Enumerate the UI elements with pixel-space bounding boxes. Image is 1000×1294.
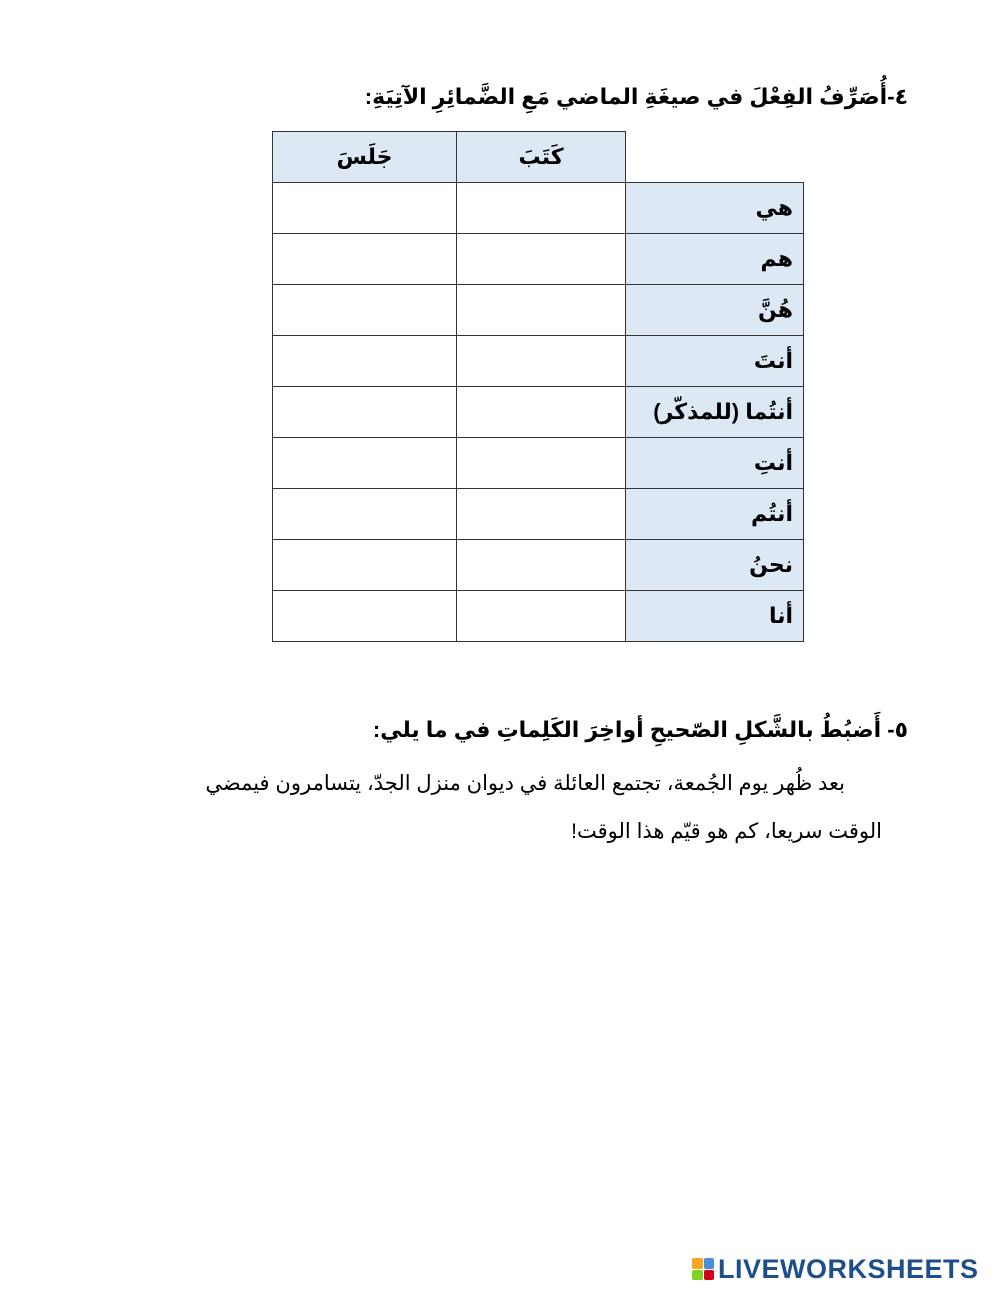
answer-cell-jalasa[interactable] — [273, 387, 457, 438]
passage-line-1: بعد ظُهر يوم الجُمعة، تجتمع العائلة في ديوان منزل الجدّ، يتسامرون فيمضي — [205, 772, 845, 795]
verb-header-kataba: كَتَبَ — [457, 132, 626, 183]
question-4-title: ٤-أُصَرِّفُ الفِعْلَ في صيغَةِ الماضي مَعِ الضَّمائِرِ الآتِيَةِ: — [364, 84, 908, 109]
table-row — [273, 183, 804, 234]
liveworksheets-icon — [692, 1258, 714, 1280]
answer-cell-jalasa[interactable] — [273, 234, 457, 285]
table-row — [273, 591, 804, 642]
table-row — [273, 234, 804, 285]
liveworksheets-logo — [692, 1255, 979, 1283]
conjugation-table — [272, 131, 804, 642]
table-row — [273, 285, 804, 336]
table-row — [273, 540, 804, 591]
answer-cell-kataba[interactable] — [457, 591, 626, 642]
answer-cell-jalasa[interactable] — [273, 591, 457, 642]
pronoun-label: هم — [626, 234, 804, 285]
pronoun-label: أنتِ — [626, 438, 804, 489]
answer-cell-kataba[interactable] — [457, 387, 626, 438]
corner-cell — [626, 132, 804, 183]
answer-cell-kataba[interactable] — [457, 285, 626, 336]
logo-text: LIVEWORKSHEETS — [718, 1253, 979, 1284]
answer-cell-kataba[interactable] — [457, 540, 626, 591]
pronoun-label: هُنَّ — [626, 285, 804, 336]
table-row — [273, 438, 804, 489]
answer-cell-jalasa[interactable] — [273, 285, 457, 336]
pronoun-label: أنتَ — [626, 336, 804, 387]
table-row — [273, 387, 804, 438]
answer-cell-kataba[interactable] — [457, 234, 626, 285]
pronoun-label: أنا — [626, 591, 804, 642]
answer-cell-jalasa[interactable] — [273, 336, 457, 387]
passage-line-2: الوقت سريعا، كم هو قيّم هذا الوقت! — [571, 820, 882, 843]
table-row — [273, 489, 804, 540]
table-row — [273, 336, 804, 387]
answer-cell-jalasa[interactable] — [273, 540, 457, 591]
pronoun-label: أنتُم — [626, 489, 804, 540]
verb-header-jalasa: جَلَسَ — [273, 132, 457, 183]
answer-cell-kataba[interactable] — [457, 183, 626, 234]
table-header-row — [273, 132, 804, 183]
answer-cell-kataba[interactable] — [457, 489, 626, 540]
pronoun-label: هي — [626, 183, 804, 234]
answer-cell-jalasa[interactable] — [273, 183, 457, 234]
answer-cell-jalasa[interactable] — [273, 489, 457, 540]
answer-cell-kataba[interactable] — [457, 438, 626, 489]
pronoun-label: أنتُما (للمذكّر) — [626, 387, 804, 438]
question-5-title: ٥- أَضبُطُ بالشَّكلِ الصّحيحِ أواخِرَ الكَلِماتِ في ما يلي: — [372, 717, 908, 742]
answer-cell-jalasa[interactable] — [273, 438, 457, 489]
pronoun-label: نحنُ — [626, 540, 804, 591]
answer-cell-kataba[interactable] — [457, 336, 626, 387]
